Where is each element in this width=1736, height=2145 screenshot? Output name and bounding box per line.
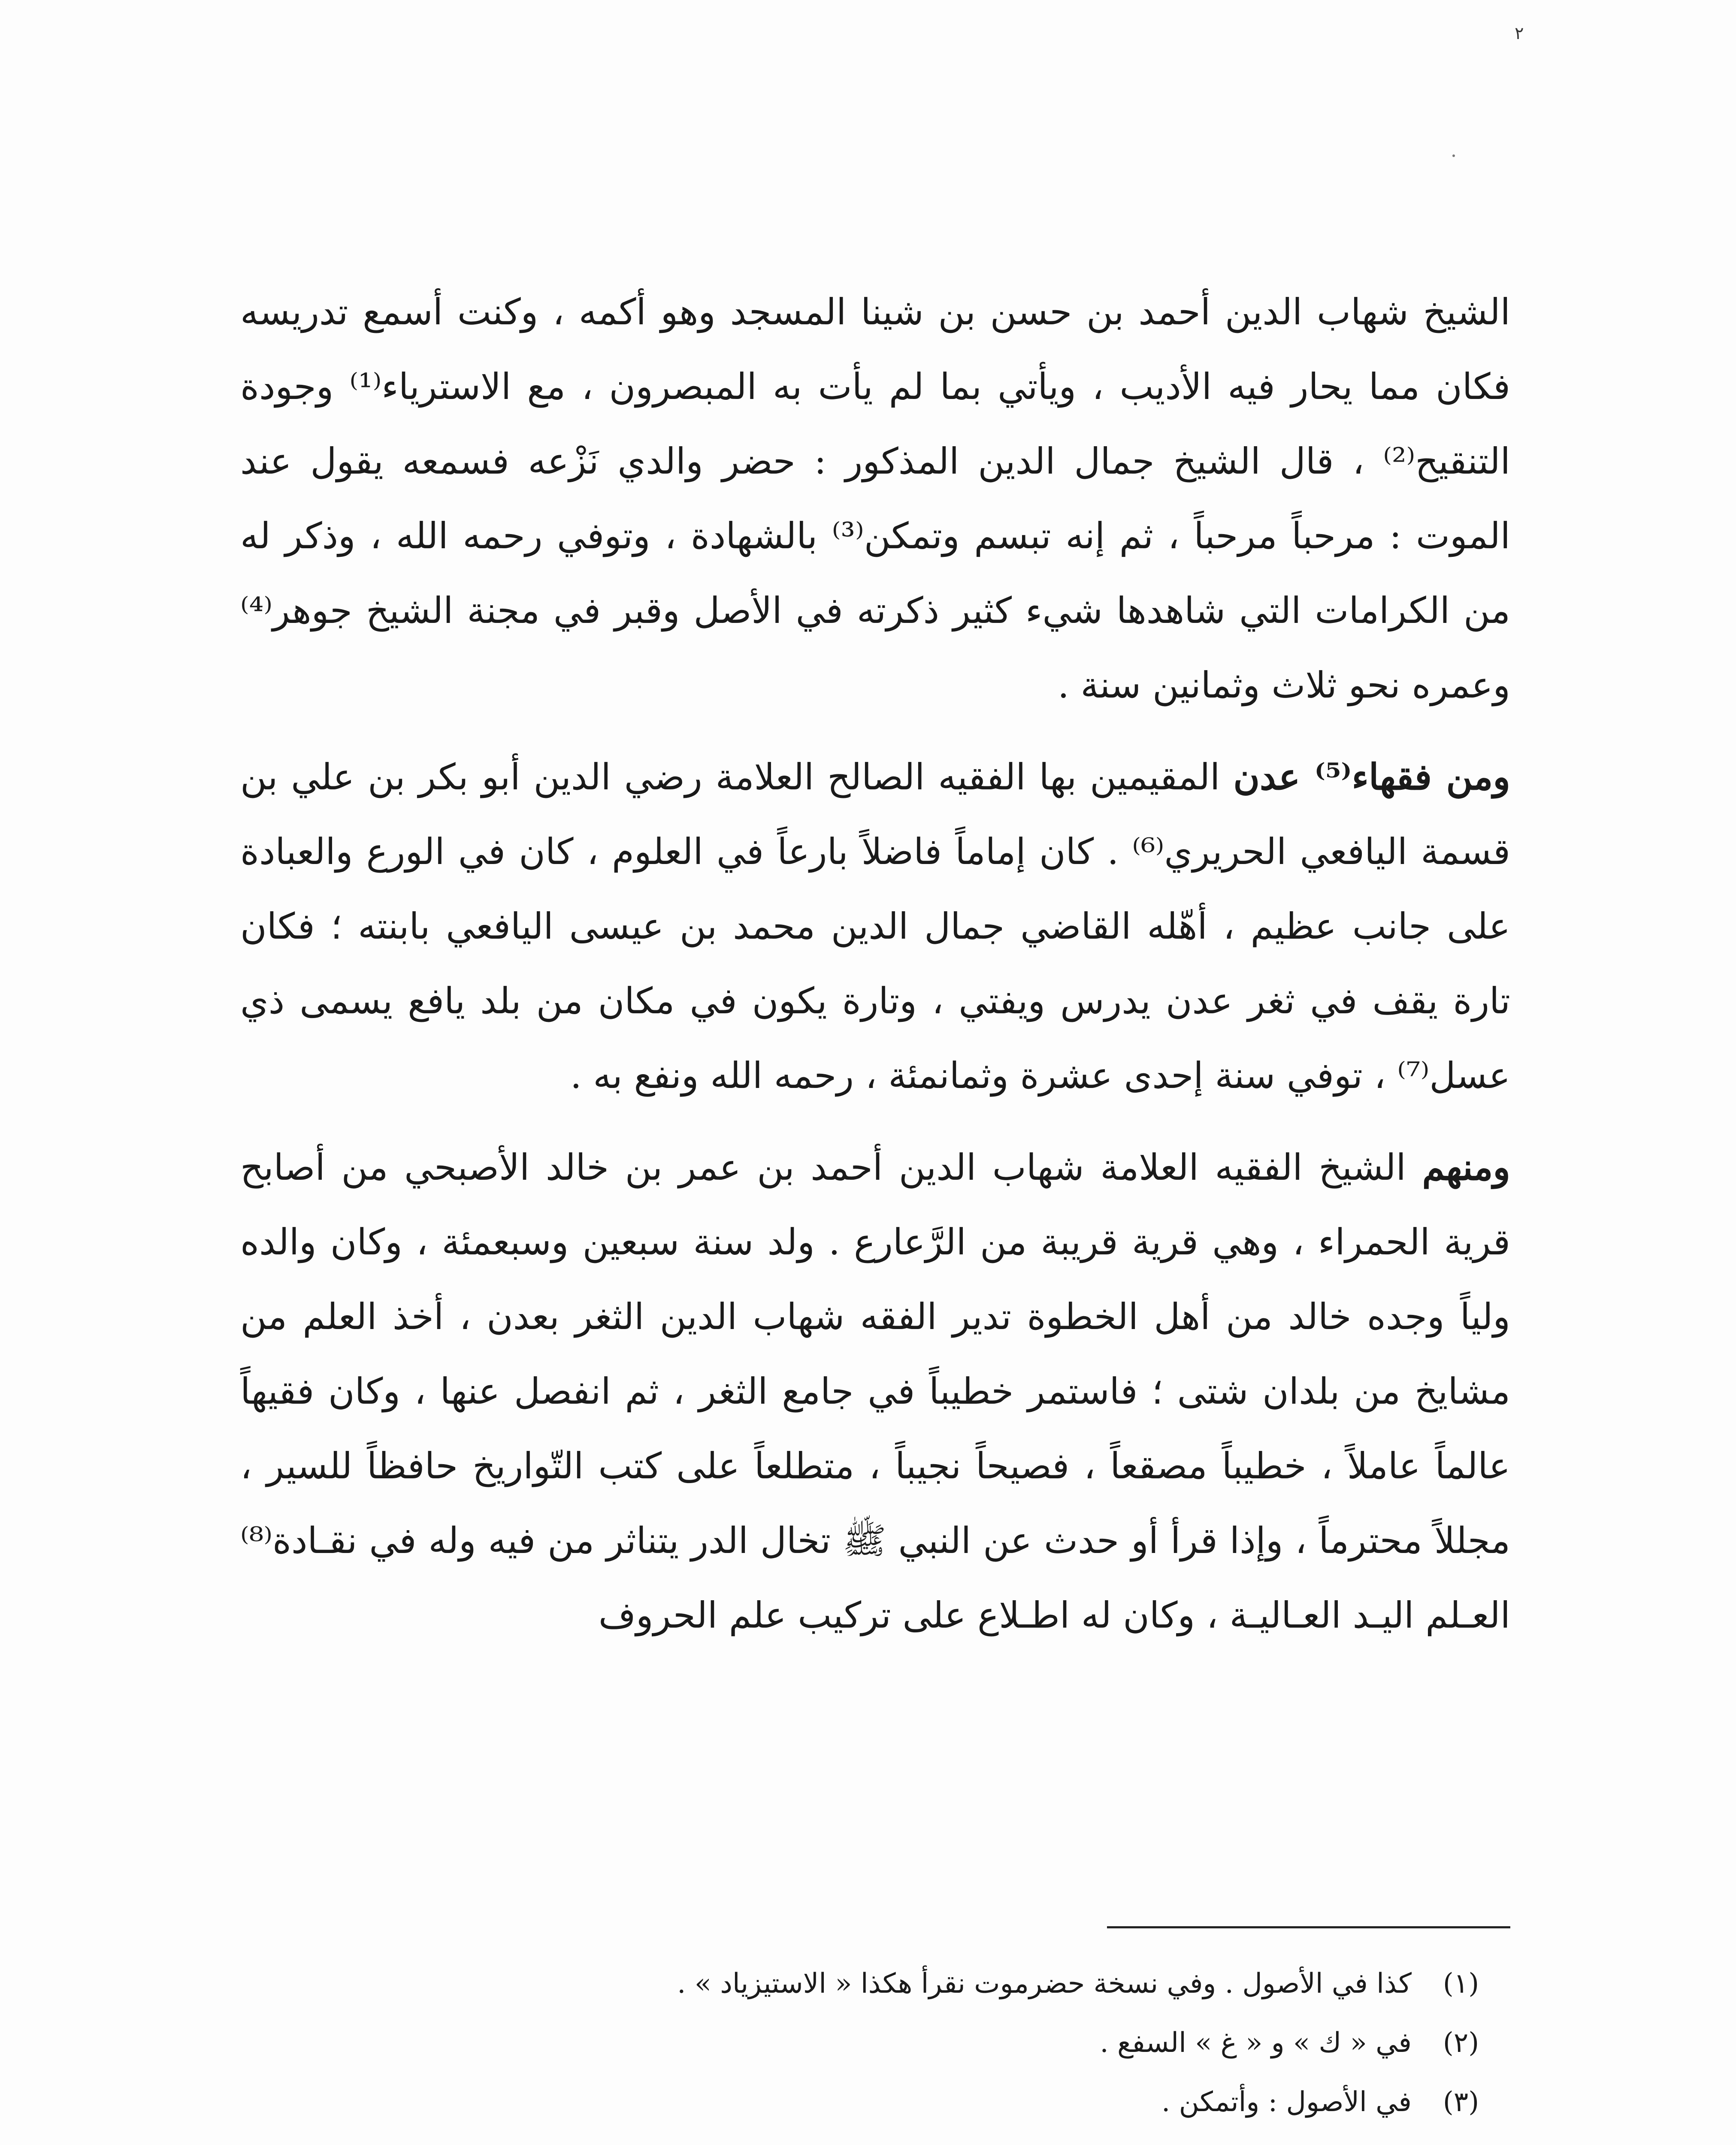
footnote-number: (٣)	[1443, 2086, 1479, 2118]
footnote-number: (٢)	[1443, 2027, 1479, 2059]
footnote-text: في « ك » و « غ » السفع .	[1100, 2027, 1412, 2059]
footnote	[240, 2132, 1510, 2145]
footnote-text: كذا في الأصول . وفي نسخة حضرموت نقرأ هكذا « الاستيزياد » .	[677, 1968, 1412, 2000]
paragraph-3	[240, 1130, 1510, 1653]
paragraph-2	[240, 740, 1510, 1113]
footnote-number	[1412, 2132, 1510, 2145]
paragraph-3-text: الشيخ الفقيه العلامة شهاب الدين أحمد بن عمر بن خالد الأصبحي من أصابح قرية الحمراء ، وهي قرية قريبة من الرَّعارع . ولد سنة سبعين وسبعمئة ، وكان والده ولياً وجده خالد من أهل الخطوة تدير الفقه شهاب الدين الثغر بعدن ، أخذ العلم من مشايخ من بلدان شتى ؛ فاستمر خطيباً في جامع الثغر ، ثم انفصل عنها ، وكان فقيهاً عالماً عاملاً ، خطيباً مصقعاً ، فصيحاً نجيباً ، متطلعاً على كتب التّواريخ حافظاً للسير ، مجللاً محترماً ، وإذا قرأ أو حدث عن النبي ﷺ تخال الدر يتناثر من فيه وله في نقـادة⁽⁸⁾ العـلم اليـد العـاليـة ، وكان له اطـلاع على تركيب علم الحروف	[240, 1146, 1511, 1636]
footnote-number: (١)	[1443, 1968, 1479, 2000]
footnote	[240, 2072, 1510, 2132]
footnote	[240, 1954, 1510, 2013]
paragraph-2-text: المقيمين بها الفقيه الصالح العلامة رضي الدين أبو بكر بن علي بن قسمة اليافعي الحريري⁽⁶⁾ . كان إماماً فاضلاً بارعاً في العلوم ، كان في الورع والعبادة على جانب عظيم ، أهّله القاضي جمال الدين محمد بن عيسى اليافعي بابنته ؛ فكان تارة يقف في ثغر عدن يدرس ويفتي ، وتارة يكون في مكان من بلد يافع يسمى ذي عسل⁽⁷⁾ ، توفي سنة إحدى عشرة وثمانمئة ، رحمه الله ونفع به .	[240, 756, 1510, 1097]
paragraph-3-lead: ومنهم	[1422, 1146, 1510, 1188]
paragraph-2-lead: ومن فقهاء⁽⁵⁾ عدن	[1233, 755, 1510, 798]
footnote-divider	[1107, 1926, 1510, 1928]
footnotes	[240, 1954, 1510, 2145]
paragraph-1: الشيخ شهاب الدين أحمد بن حسن بن شينا المسجد وهو أكمه ، وكنت أسمع تدريسه فكان مما يحار فيه الأديب ، ويأتي بما لم يأت به المبصرون ، مع الاسترياء⁽¹⁾ وجودة التنقيح⁽²⁾ ، قال الشيخ جمال الدين المذكور : حضر والدي نَزْعه فسمعه يقول عند الموت : مرحباً مرحباً ، ثم إنه تبسم وتمكن⁽³⁾ بالشهادة ، وتوفي رحمه الله ، وذكر له من الكرامات التي شاهدها شيء كثير ذكرته في الأصل وقبر في مجنة الشيخ جوهر⁽⁴⁾ وعمره نحو ثلاث وثمانين سنة .	[240, 291, 1510, 706]
footnote	[240, 2013, 1510, 2072]
footnote-text	[240, 2132, 1412, 2145]
footnote-text: في الأصول : وأتمكن .	[1161, 2086, 1412, 2118]
corner-mark: ٢	[1515, 24, 1524, 43]
scan-speck	[1452, 154, 1455, 157]
main-text	[240, 275, 1510, 1653]
